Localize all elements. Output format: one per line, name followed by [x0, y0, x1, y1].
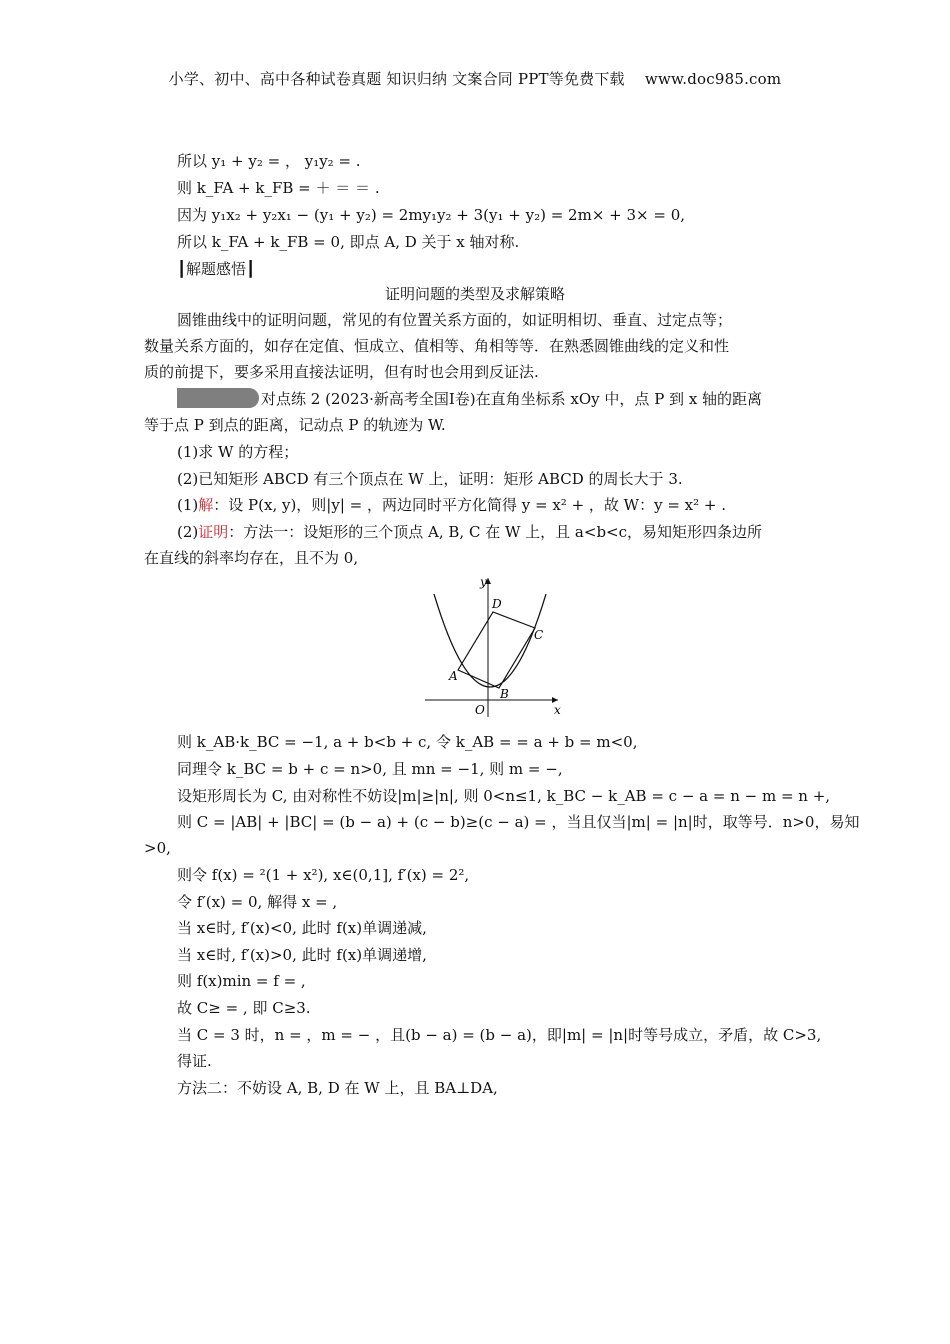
label-d: D — [492, 597, 502, 611]
answer-2-cont: 在直线的斜率均存在，且不为 0, — [144, 549, 359, 567]
proof-label: 证明 — [198, 523, 229, 541]
answer-1: (1)解：设 P(x, y)，则|y| = ，两边同时平方化简得 y = x² + ，故 W：y = x² + . — [177, 496, 727, 514]
question-2: (2)已知矩形 ABCD 有三个顶点在 W 上，证明：矩形 ABCD 的周长大于 3. — [177, 470, 683, 488]
text-line: 因为 y₁x₂ + y₂x₁ − (y₁ + y₂) = 2my₁y₂ + 3(y₁ + y₂) = 2m× + 3× = 0, — [177, 206, 686, 224]
page-header: 小学、初中、高中各种试卷真题 知识归纳 文案合同 PPT等免费下载 www.doc985.com — [168, 70, 782, 88]
text-line: 则 k_FA + k_FB = ＋ ＝ ＝ . — [177, 179, 380, 197]
label-y: y — [480, 575, 487, 589]
text-line: 所以 y₁ + y₂ = ， y₁y₂ = . — [177, 152, 361, 170]
strategy-text: 数量关系方面的，如存在定值、恒成立、值相等、角相等等．在熟悉圆锥曲线的定义和性 — [144, 337, 730, 355]
label-o: O — [475, 703, 485, 717]
solution-line: 则 f(x)min = f = , — [177, 972, 306, 990]
strategy-text: 质的前提下，要多采用直接法证明，但有时也会用到反证法. — [144, 363, 539, 381]
label-a: A — [449, 669, 458, 683]
parabola-figure — [420, 572, 565, 720]
solution-line: 故 C≥ = , 即 C≥3. — [177, 999, 311, 1017]
solution-line: 当 x∈时, f′(x)<0, 此时 f(x)单调递减, — [177, 919, 427, 937]
answer-label: 解 — [198, 496, 214, 514]
problem-line: 对点练 2 (2023·新高考全国Ⅰ卷)在直角坐标系 xOy 中，点 P 到 x 轴的距离 — [177, 388, 762, 410]
solution-line: 设矩形周长为 C, 由对称性不妨设|m|≥|n|, 则 0<n≤1, k_BC − k_AB = c − a = n − m = n +, — [177, 787, 831, 805]
solution-line: 同理令 k_BC = b + c = n>0, 且 mn = −1, 则 m = −, — [177, 760, 563, 778]
solution-line: 方法二：不妨设 A, B, D 在 W 上，且 BA⊥DA, — [177, 1079, 498, 1097]
solution-line: 当 C = 3 时，n = ，m = − ，且(b − a) = (b − a)，即|m| = |n|时等号成立，矛盾，故 C>3, — [177, 1026, 822, 1044]
question-1: (1)求 W 的方程； — [177, 443, 299, 461]
solution-line: 则 C = |AB| + |BC| = (b − a) + (c − b)≥(c − a) = ，当且仅当|m| = |n|时，取等号．n>0，易知 — [177, 813, 860, 831]
solution-line: 则 k_AB·k_BC = −1, a + b<b + c, 令 k_AB = = a + b = m<0, — [177, 733, 638, 751]
solution-line: 当 x∈时, f′(x)>0, 此时 f(x)单调递增, — [177, 946, 427, 964]
strategy-text: 圆锥曲线中的证明问题，常见的有位置关系方面的，如证明相切、垂直、过定点等； — [177, 311, 733, 329]
text-line: 所以 k_FA + k_FB = 0, 即点 A, D 关于 x 轴对称. — [177, 233, 520, 251]
problem-line: 等于点 P 到点的距离，记动点 P 的轨迹为 W. — [144, 416, 446, 434]
solution-line: >0, — [144, 839, 171, 857]
label-x: x — [554, 703, 561, 717]
rectangle-abcd — [458, 612, 535, 688]
solution-line: 令 f′(x) = 0, 解得 x = , — [177, 893, 338, 911]
practice-badge — [177, 388, 259, 408]
section-label: ┃解题感悟┃ — [177, 260, 256, 278]
solution-line: 则令 f(x) = ²(1 + x²), x∈(0,1], f′(x) = 2², — [177, 866, 470, 884]
problem-label: 对点练 2 — [261, 390, 321, 408]
label-c: C — [534, 628, 544, 642]
solution-line: 得证. — [177, 1052, 212, 1070]
label-b: B — [500, 687, 509, 701]
answer-2: (2)证明：方法一：设矩形的三个顶点 A, B, C 在 W 上，且 a<b<c，易知矩形四条边所 — [177, 523, 763, 541]
strategy-title: 证明问题的类型及求解策略 — [384, 285, 565, 303]
